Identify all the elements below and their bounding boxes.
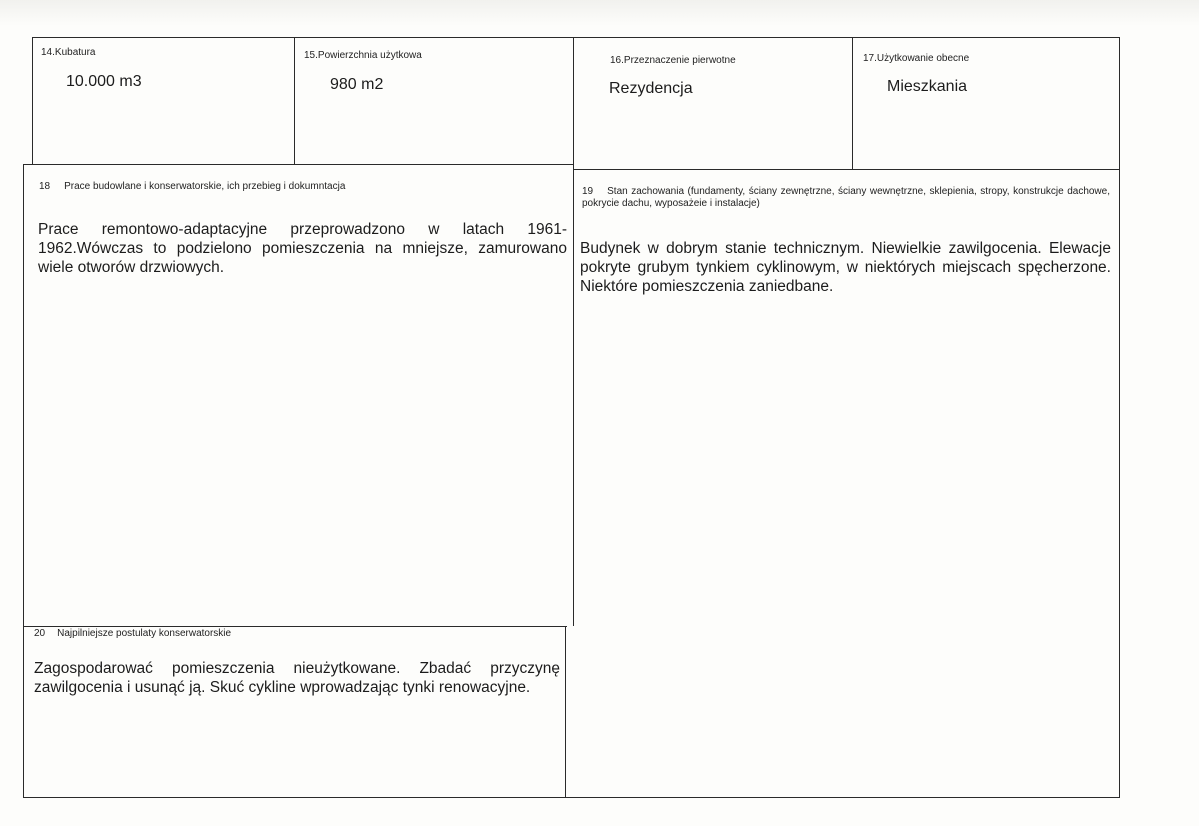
section-18-heading [39, 181, 345, 192]
field-15-label: 15.Powierzchnia użytkowa [304, 50, 422, 61]
section-19-number: 19 [582, 186, 594, 197]
section-18-text: Prace remontowo-adaptacyjne przeprowadzono w latach 1961-1962.Wówczas to podzielono pomieszczenia na mniejsze, zamurowano wiele otworów drzwiowych. [38, 221, 567, 276]
section-20-label: Najpilniejsze postulaty konserwatorskie [57, 628, 232, 639]
section-18-number: 18 [39, 181, 51, 192]
frame-top [32, 37, 1120, 38]
field-14-value: 10.000 m3 [66, 73, 142, 90]
row-divider-left [23, 164, 574, 165]
section-20-number: 20 [34, 628, 46, 639]
section-20-text: Zagospodarować pomieszczenia nieużytkowane. Zbadać przyczynę zawilgocenia i usunąć ją. Skuć cykline wprowadzając tynki renowacyjne. [34, 660, 560, 696]
section-18-label: Prace budowlane i konserwatorskie, ich przebieg i dokumntacja [64, 181, 346, 192]
field-16-value: Rezydencja [609, 80, 693, 97]
col-divider-main-lower [565, 626, 566, 798]
row-divider-right [573, 169, 1120, 170]
field-15-value: 980 m2 [330, 76, 384, 93]
field-17-label: 17.Użytkowanie obecne [863, 53, 970, 64]
col-divider-15-16 [573, 37, 574, 170]
section-19-text: Budynek w dobrym stanie technicznym. Niewielkie zawilgocenia. Elewacje pokryte grubym tynkiem cyklinowym, w niektórych miejscach spęcherzone. Niektóre pomieszczenia zaniedbane. [580, 240, 1111, 295]
field-17-value: Mieszkania [887, 78, 968, 95]
section-20-divider [23, 626, 567, 627]
section-19-label: Stan zachowania (fundamenty, ściany zewnętrzne, ściany wewnętrzne, sklepienia, stropy, konstrukcje dachowe, pokrycie dachu, wyposażeie i instalacje) [582, 186, 1110, 209]
scan-edge-shade [0, 0, 1199, 26]
section-20-heading [34, 628, 231, 639]
frame-bottom [23, 797, 1120, 798]
col-divider-main-upper [573, 169, 574, 626]
field-14-label: 14.Kubatura [41, 47, 96, 58]
frame-left-lower [23, 164, 24, 798]
frame-left-upper [32, 37, 33, 164]
col-divider-14-15 [294, 37, 295, 165]
frame-right [1119, 37, 1120, 798]
field-16-label: 16.Przeznaczenie pierwotne [610, 55, 736, 66]
section-19-heading [582, 186, 1110, 210]
col-divider-16-17 [852, 37, 853, 170]
